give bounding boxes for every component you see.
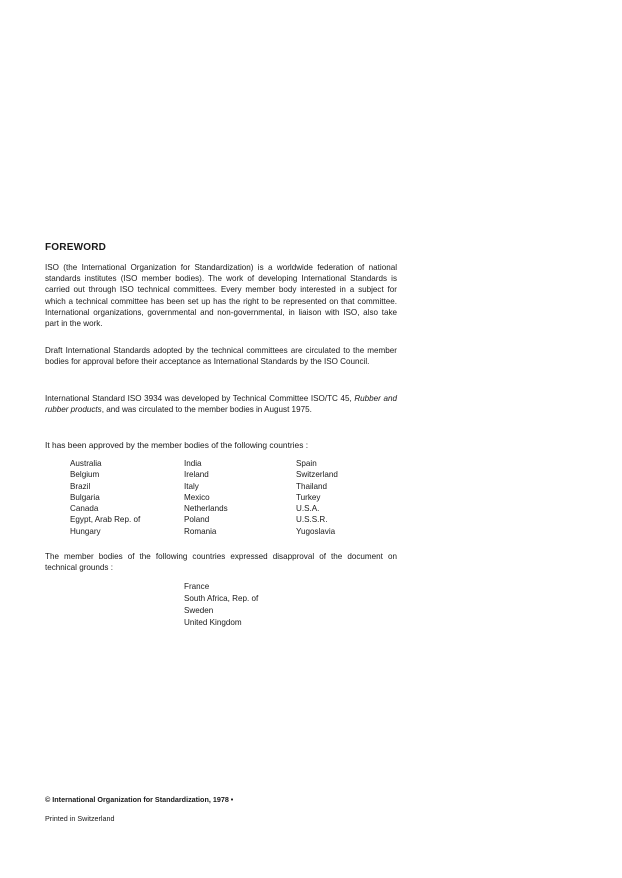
country-item: Hungary: [70, 526, 101, 536]
country-item: Switzerland: [296, 470, 338, 480]
printed-notice: Printed in Switzerland: [45, 814, 115, 823]
country-item: U.S.A.: [296, 504, 320, 514]
country-item: Thailand: [296, 481, 328, 491]
approved-countries-column-1: [70, 458, 140, 537]
country-item: Bulgaria: [70, 492, 100, 502]
country-item: Australia: [70, 459, 102, 468]
foreword-paragraph-drafts: Draft International Standards adopted by the technical committees are circulated to the member bodies for approval before their acceptance as International Standards by the ISO Council.: [45, 346, 397, 367]
disapproved-countries-list: [184, 581, 258, 629]
approval-intro: It has been approved by the member bodies of the following countries :: [45, 440, 309, 450]
foreword-paragraph-standard: [45, 393, 397, 415]
country-item: Egypt, Arab Rep. of: [70, 515, 141, 525]
country-item: Mexico: [184, 492, 210, 502]
country-item: Yugoslavia: [296, 526, 336, 536]
copyright-notice: © International Organization for Standardization, 1978 •: [45, 795, 234, 804]
standard-text-after: , and was circulated to the member bodies in August 1975.: [101, 405, 312, 415]
country-item: United Kingdom: [184, 618, 242, 627]
approved-countries-column-2: [184, 458, 228, 537]
country-item: Belgium: [70, 470, 100, 480]
approved-countries-column-3: [296, 458, 338, 537]
country-item: Turkey: [296, 492, 321, 502]
country-item: Romania: [184, 526, 217, 536]
country-item: U.S.S.R.: [296, 515, 328, 525]
country-item: Sweden: [184, 606, 214, 615]
country-item: France: [184, 582, 210, 591]
country-item: India: [184, 459, 202, 468]
foreword-heading: FOREWORD: [45, 242, 107, 253]
country-item: Canada: [70, 504, 99, 514]
committee-title: Rubber and rubber products: [45, 394, 397, 415]
country-item: Spain: [296, 459, 317, 468]
country-item: Poland: [184, 515, 210, 525]
country-item: South Africa, Rep. of: [184, 594, 259, 603]
standard-text-before: International Standard ISO 3934 was developed by Technical Committee ISO/TC 45,: [45, 394, 355, 403]
country-item: Ireland: [184, 470, 209, 480]
country-item: Italy: [184, 481, 199, 491]
disapproval-intro: The member bodies of the following countries expressed disapproval of the document on technical grounds :: [45, 552, 397, 573]
country-item: Netherlands: [184, 504, 228, 514]
foreword-paragraph-iso: ISO (the International Organization for Standardization) is a worldwide federation of national standards institutes (ISO member bodies). The work of developing International Standards is carried out through ISO technical committees. Every member body interested in a subject for which a technical committee has been set up has the right to be represented on that committee. International organizations, governmental and non-governmental, in liaison with ISO, also take part in the work.: [45, 263, 397, 329]
country-item: Brazil: [70, 481, 91, 491]
